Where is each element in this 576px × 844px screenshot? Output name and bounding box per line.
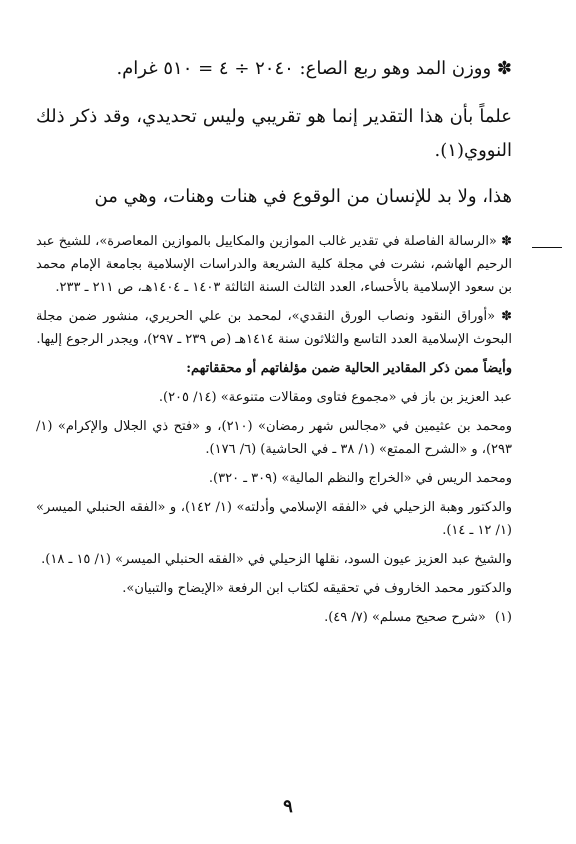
footnote-number: (١) [494, 610, 512, 625]
note-risala-fasila: ✽ «الرسالة الفاصلة في تقدير غالب الموازين والمكاييل بالموازين المعاصرة»، للشيخ عبد الرحيم الهاشم، نشرت في مجلة كلية الشريعة والدراسات الإسلامية بجامعة الإمام محمد بن سعود الإسلامية بالأحساء، العدد الثالث السنة الثالثة ١٤٠٣ ـ ١٤٠٤هـ، ص ٢١١ ـ ٢٣٣. [36, 234, 512, 295]
page-number: ٩ [283, 796, 293, 817]
note-awraq-nuqud: ✽ «أوراق النقود ونصاب الورق النقدي»، لمحمد بن علي الحريري، منشور ضمن مجلة البحوث الإسلامية العدد التاسع والثلاثون سنة ١٤١٤هـ (ص ٢٣٩ ـ ٢٩٧)، ويجدر الرجوع إليها. [36, 309, 512, 347]
note-kharuf: والدكتور محمد الخاروف في تحقيقه لكتاب ابن الرفعة «الإيضاح والتبيان». [122, 581, 512, 596]
notes-block [36, 230, 512, 629]
paragraph-mudd-weight: ✽ ووزن المد وهو ربع الصاع: ٢٠٤٠ ÷ ٤ = ٥١٠ غرام. [116, 58, 512, 79]
note-ibn-uthaymin: ومحمد بن عثيمين في «مجالس شهر رمضان» (٢١٠)، و «فتح ذي الجلال والإكرام» (١/ ٢٩٣)، و «الشرح الممتع» (١/ ٣٨ ـ في الحاشية) (٦/ ١٧٦). [36, 419, 513, 457]
note-al-rayyis: ومحمد الريس في «الخراج والنظم المالية» (٣٠٩ ـ ٣٢٠). [208, 471, 512, 486]
paragraph-human-error: هذا، ولا بد للإنسان من الوقوع في هنات وهنات، وهي من [94, 186, 512, 207]
footnote-text: «شرح صحيح مسلم» (٧/ ٤٩). [324, 610, 486, 625]
note-ibn-baz: عبد العزيز بن باز في «مجموع فتاوى ومقالات متنوعة» (١٤/ ٢٠٥). [158, 390, 512, 405]
note-zuhayli: والدكتور وهبة الزحيلي في «الفقه الإسلامي وأدلته» (١/ ١٤٢)، و «الفقه الحنبلي الميسر» (١/ ١٢ ـ ١٤). [36, 500, 512, 538]
footnote-separator [532, 247, 562, 248]
footnote-1 [36, 606, 512, 629]
paragraph-estimate-note: علماً بأن هذا التقدير إنما هو تقريبي وليس تحديدي، وقد ذكر ذلك النووي(١). [36, 106, 512, 161]
note-uyun-al-sud: والشيخ عبد العزيز عيون السود، نقلها الزحيلي في «الفقه الحنبلي الميسر» (١/ ١٥ ـ ١٨). [41, 552, 512, 567]
note-also-heading: وأيضاً ممن ذكر المقادير الحالية ضمن مؤلفاتهم أو محققاتهم: [186, 361, 512, 376]
